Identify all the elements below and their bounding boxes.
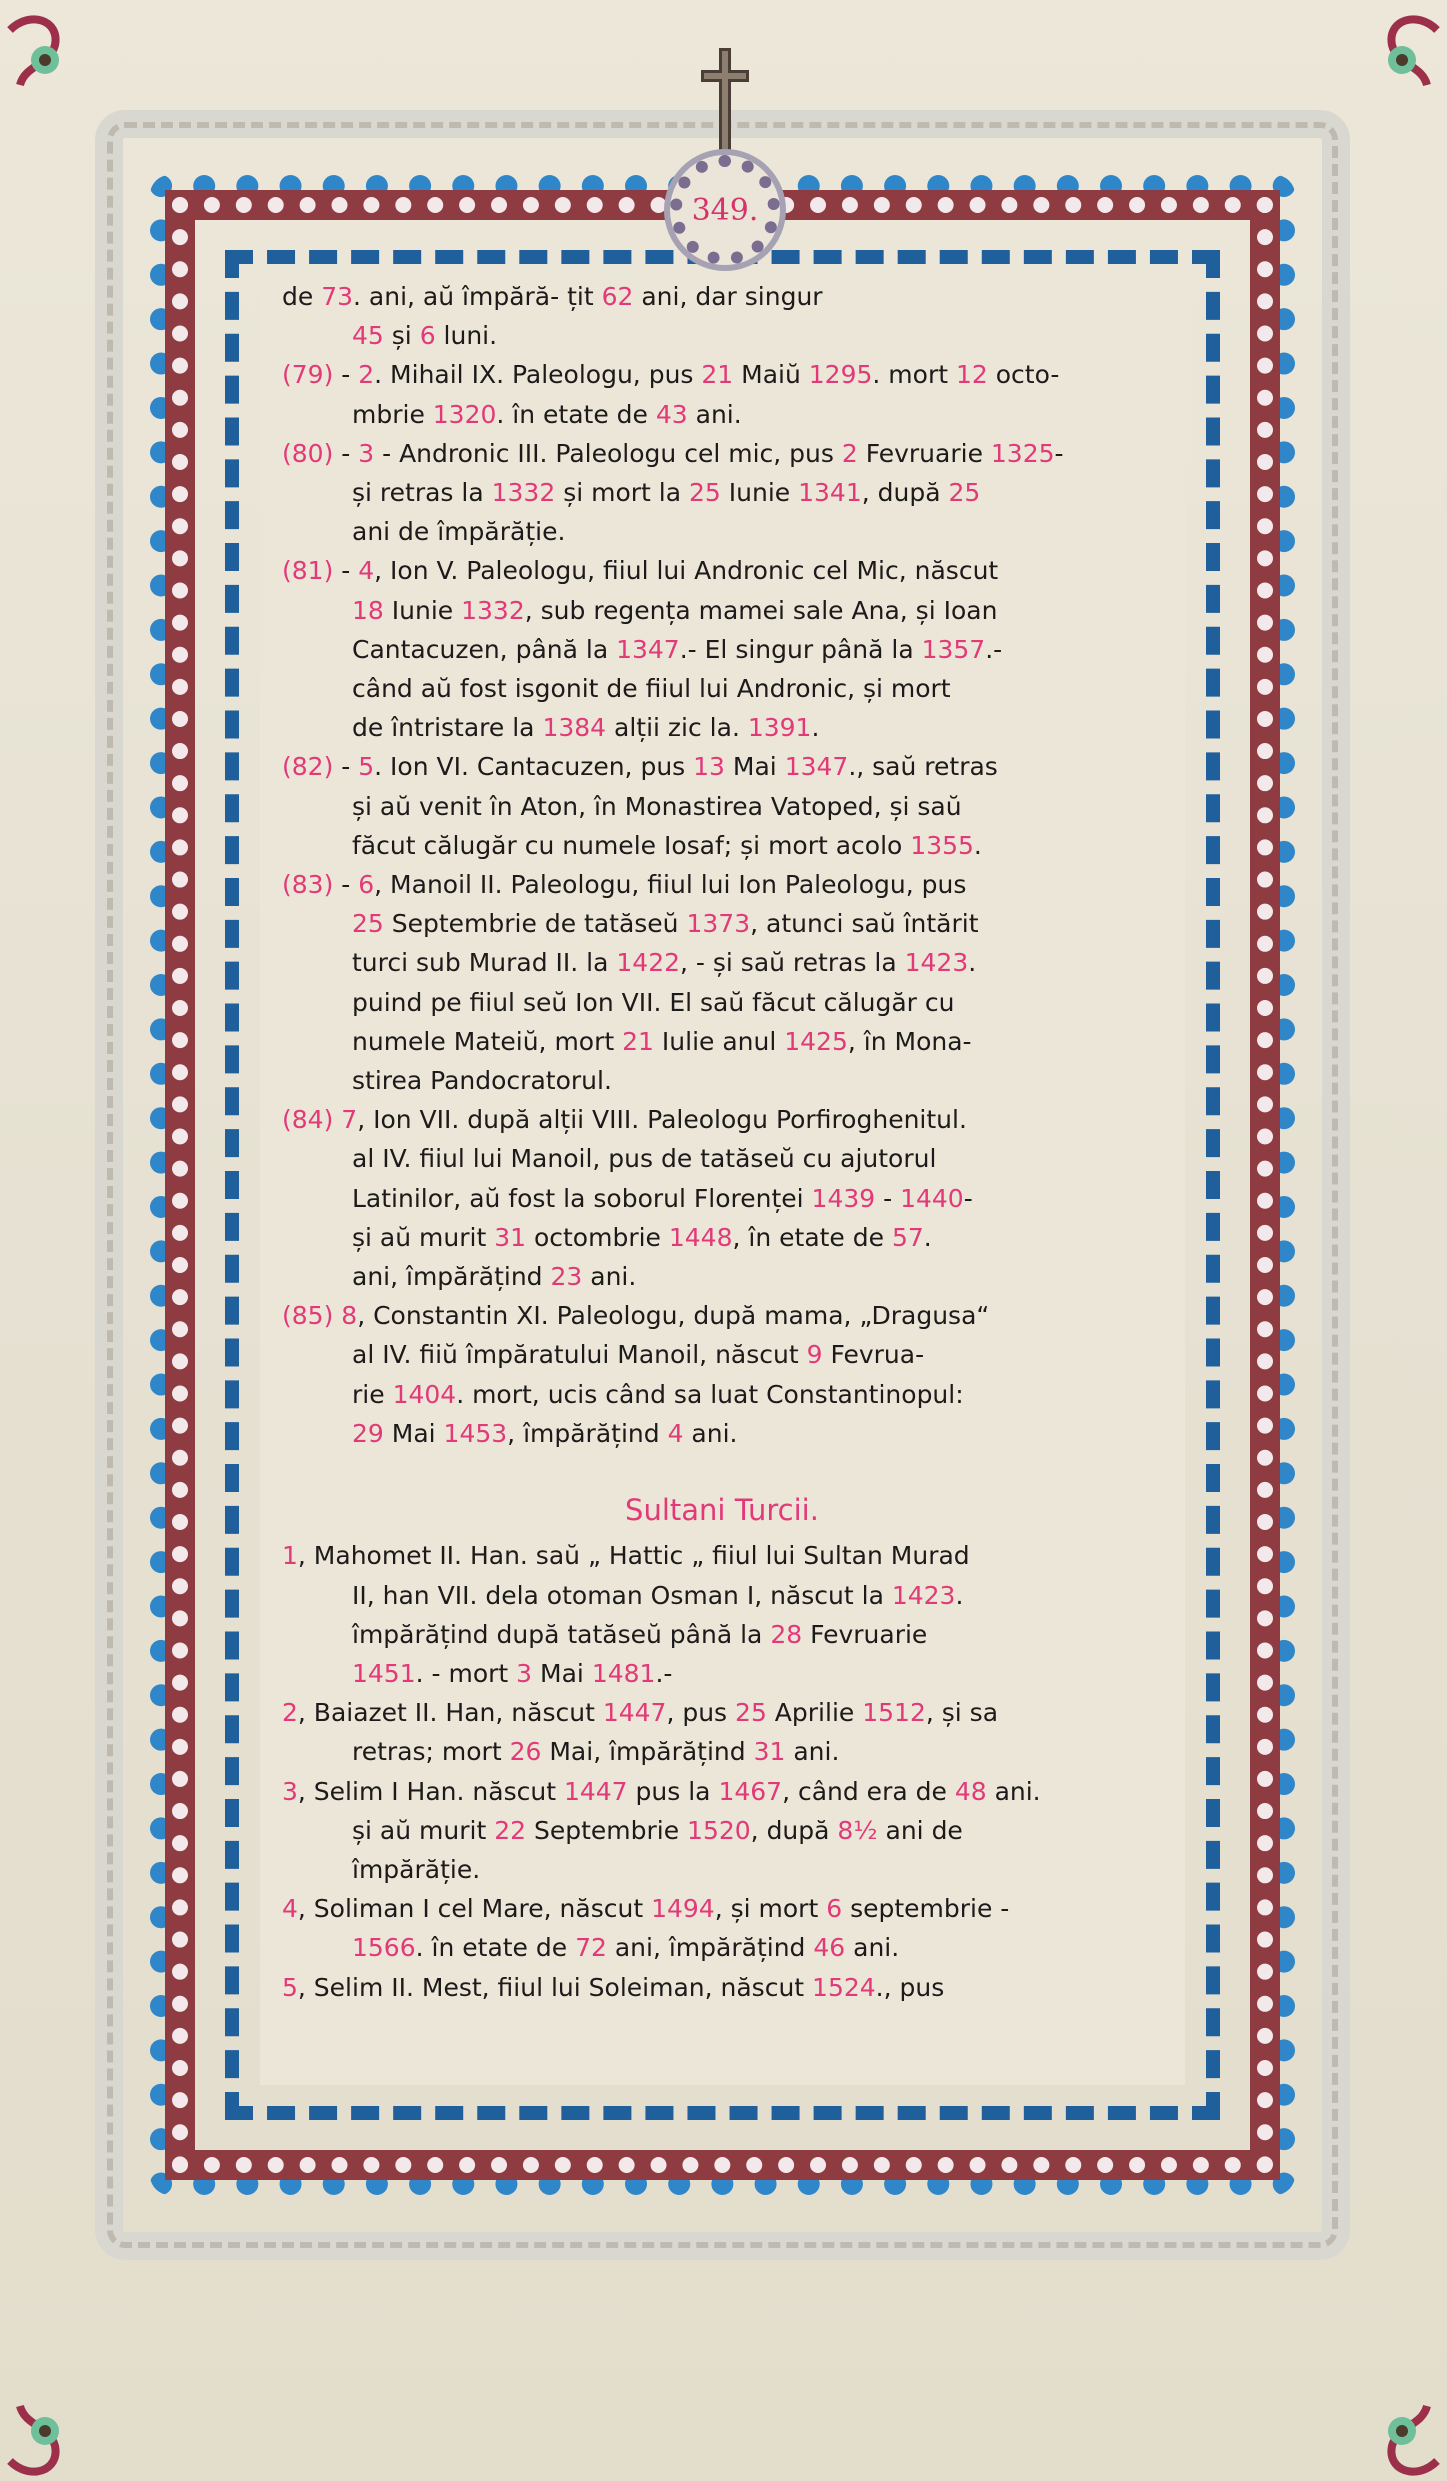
text-line: 3, Selim I Han. născut 1447 pus la 1467, când era de 48 ani. [282,1776,1041,1806]
text-line: puind pe fiiul seŭ Ion VII. El saŭ făcut călugăr cu [352,987,955,1017]
sultan-entry [282,1693,1162,1771]
sultan-entry [282,1968,1162,2007]
text-line: 45 și 6 luni. [352,321,498,351]
page-number: 349. [691,192,759,228]
text-line: 4, Soliman I cel Mare, născut 1494, și mort 6 septembrie - [282,1894,1010,1924]
text-line: și retras la 1332 și mort la 25 Iunie 1341, după 25 [352,478,981,508]
text-line: și aŭ venit în Aton, în Monastirea Vatoped, și saŭ [352,791,962,821]
sultan-entry [282,1772,1162,1890]
emperor-entry [282,277,1162,355]
text-line: și aŭ murit 22 Septembrie 1520, după 8½ ani de [352,1815,963,1845]
corner-ornament-top-right [1357,10,1447,100]
text-body [282,277,1162,2007]
emperor-entry [282,551,1162,747]
corner-ornament-bottom-right [1357,2391,1447,2481]
text-line: 25 Septembrie de tatăseŭ 1373, atunci saŭ întărit [352,909,979,939]
corner-ornament-top-left [0,10,90,100]
emperor-entry [282,1100,1162,1296]
text-line: numele Mateiŭ, mort 21 Iulie anul 1425, în Mona- [352,1026,972,1056]
text-line: ani de împărăție. [352,517,566,547]
text-line: (80) - 3 - Andronic III. Paleologu cel mic, pus 2 Fevruarie 1325- [282,438,1064,468]
text-line: mbrie 1320. în etate de 43 ani. [352,399,742,429]
emperor-entry [282,1296,1162,1453]
page-number-medallion [670,155,780,265]
text-line: făcut călugăr cu numele Iosaf; și mort acolo 1355. [352,830,982,860]
text-line: (82) - 5. Ion VI. Cantacuzen, pus 13 Mai 1347., saŭ retras [282,752,998,782]
text-line: al IV. fiiŭ împăratului Manoil, născut 9 Fevrua- [352,1340,925,1370]
sultan-entry [282,1536,1162,1693]
text-line: al IV. fiiul lui Manoil, pus de tatăseŭ cu ajutorul [352,1144,937,1174]
turkish-sultans-list [282,1536,1162,2006]
emperor-entry [282,434,1162,552]
text-line: 2, Baiazet II. Han, născut 1447, pus 25 Aprilie 1512, și sa [282,1698,999,1728]
text-line: 1451. - mort 3 Mai 1481.- [352,1658,673,1688]
section-heading: Sultani Turcii. [625,1493,819,1528]
text-line: (84) 7, Ion VII. după alții VIII. Paleologu Porfiroghenitul. [282,1105,967,1135]
text-line: retras; mort 26 Mai, împărățind 31 ani. [352,1737,840,1767]
emperor-entry [282,747,1162,865]
text-line: 18 Iunie 1332, sub regența mamei sale Ana, și Ioan [352,595,998,625]
emperor-entry [282,865,1162,1100]
text-line: (79) - 2. Mihail IX. Paleologu, pus 21 Maiŭ 1295. mort 12 octo- [282,360,1060,390]
byzantine-emperors-list [282,277,1162,1453]
text-line: 1, Mahomet II. Han. saŭ „ Hattic „ fiiul lui Sultan Murad [282,1541,970,1571]
text-line: 1566. în etate de 72 ani, împărățind 46 ani. [352,1933,900,1963]
text-line: stirea Pandocratorul. [352,1066,612,1096]
cross-icon [697,48,753,158]
text-line: 5, Selim II. Mest, fiiul lui Soleiman, născut 1524., pus [282,1972,945,2002]
text-line: (83) - 6, Manoil II. Paleologu, fiiul lui Ion Paleologu, pus [282,870,967,900]
text-line: (85) 8, Constantin XI. Paleologu, după mama, „Dragusa“ [282,1301,990,1331]
corner-ornament-bottom-left [0,2391,90,2481]
text-line: împărăție. [352,1854,481,1884]
text-line: turci sub Murad II. la 1422, - și saŭ retras la 1423. [352,948,977,978]
text-line: când aŭ fost isgonit de fiiul lui Andronic, și mort [352,674,951,704]
sultan-entry [282,1889,1162,1967]
text-line: (81) - 4, Ion V. Paleologu, fiiul lui Andronic cel Mic, născut [282,556,999,586]
text-line: 29 Mai 1453, împărățind 4 ani. [352,1418,738,1448]
text-line: și aŭ murit 31 octombrie 1448, în etate de 57. [352,1222,932,1252]
text-line: împărățind după tatăseŭ până la 28 Fevruarie [352,1619,928,1649]
text-line: Latinilor, aŭ fost la soborul Florenței 1439 - 1440- [352,1183,973,1213]
text-line: ani, împărățind 23 ani. [352,1262,637,1292]
text-line: Cantacuzen, până la 1347.- El singur până la 1357.- [352,634,1003,664]
text-line: de 73. ani, aŭ împără- țit 62 ani, dar singur [282,282,823,311]
text-line: de întristare la 1384 alții zic la. 1391. [352,713,820,743]
text-line: rie 1404. mort, ucis când sa luat Constantinopul: [352,1379,964,1409]
emperor-entry [282,355,1162,433]
text-line: II, han VII. dela otoman Osman I, născut la 1423. [352,1580,964,1610]
